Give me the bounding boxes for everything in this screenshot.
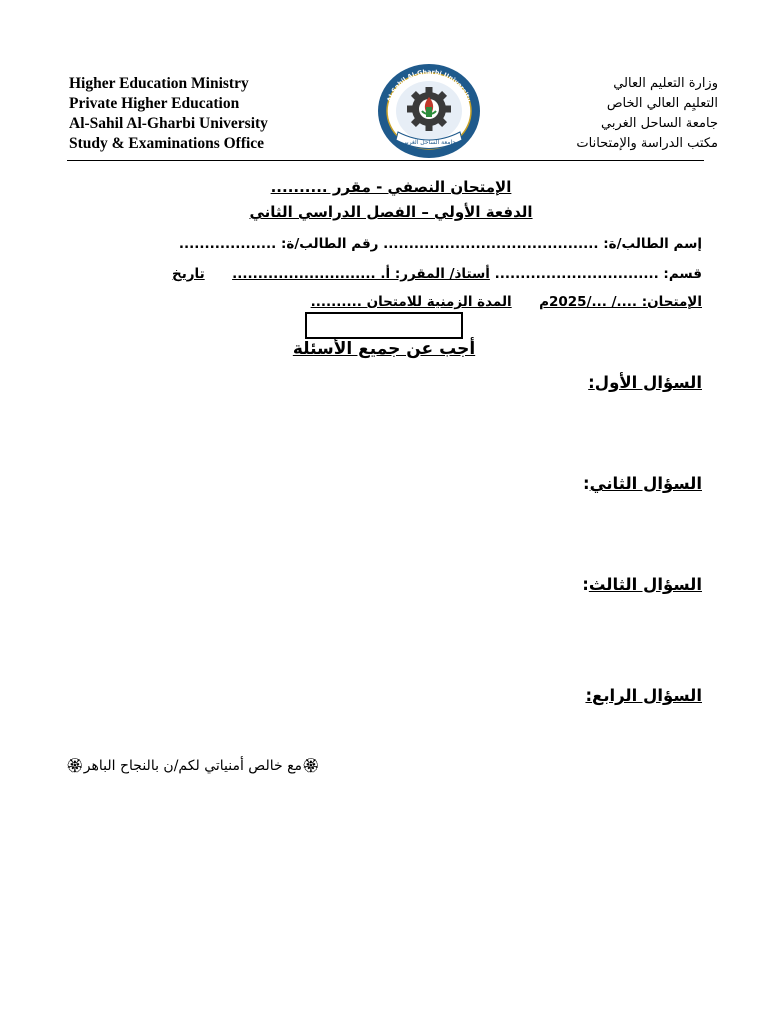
header-arabic-line-4: مكتب الدراسة والإمتحانات: [576, 136, 718, 151]
header-arabic-line-2: التعليِم العالي الخاص: [606, 96, 718, 111]
question-2-label: السؤال الثاني: [589, 474, 702, 493]
question-4-label: السؤال الرابع: [592, 686, 702, 705]
question-3: السؤال الثالث:: [582, 575, 702, 594]
header-arabic-line-1: وزارة التعليم العالي: [613, 76, 718, 91]
question-2: السؤال الثاني:: [583, 474, 702, 493]
instruction-text: أجب عن جميع الأسئلة: [292, 339, 476, 359]
header-english-line-1: Higher Education Ministry: [69, 75, 249, 92]
header-english-line-4: Study & Examinations Office: [69, 135, 265, 152]
closing-text: مع خالص أمنياتي لكم/ن بالنجاح الباهر: [83, 758, 303, 774]
exam-title: الإمتحان النصفي - مقرر ..........: [270, 178, 512, 196]
flower-icon: 🏵: [66, 758, 84, 774]
question-1: السؤال الأول:: [588, 373, 702, 392]
header-divider: [67, 160, 704, 161]
logo-banner-text: جامعة الساحل الغربي: [402, 139, 456, 146]
date-label: تاريخ: [171, 266, 205, 282]
university-logo: [376, 62, 482, 160]
department-field: قسم: ................................: [494, 266, 702, 282]
student-number-field: رقم الطالب/ة: ...................: [178, 236, 379, 252]
question-3-label: السؤال الثالث: [588, 575, 702, 594]
duration-field: المدة الزمنية للامتحان ..........: [310, 294, 512, 310]
exam-subtitle: الدفعة الأولي – الفصل الدراسي الثاني: [249, 203, 533, 221]
student-name-field: إسم الطالب/ة: ..........................................: [383, 236, 702, 252]
question-4: السؤال الرابع:: [585, 686, 702, 705]
closing-note: [66, 758, 320, 774]
question-1-label: السؤال الأول: [594, 373, 702, 392]
header-arabic: [576, 74, 718, 154]
student-info-row: [179, 236, 702, 252]
header-english-line-2: Private Higher Education: [69, 95, 240, 112]
exam-date-field: الإمتحان: ..../ .../2025م: [539, 294, 702, 310]
flower-icon: 🏵: [302, 758, 320, 774]
header-english-line-3: Al-Sahil Al-Gharbi University: [69, 115, 268, 132]
duration-box: [305, 312, 463, 339]
logo-ring-text: Al-Sahil Al-Gharbi University: [386, 68, 472, 103]
course-info-row: [172, 266, 702, 282]
header-english: [69, 74, 268, 154]
instructor-field: أستاذ/ المقرر: أ. ............................: [232, 266, 490, 282]
header-arabic-line-3: جامعة الساحل الغربي: [601, 116, 718, 131]
exam-info-row: [311, 294, 702, 310]
